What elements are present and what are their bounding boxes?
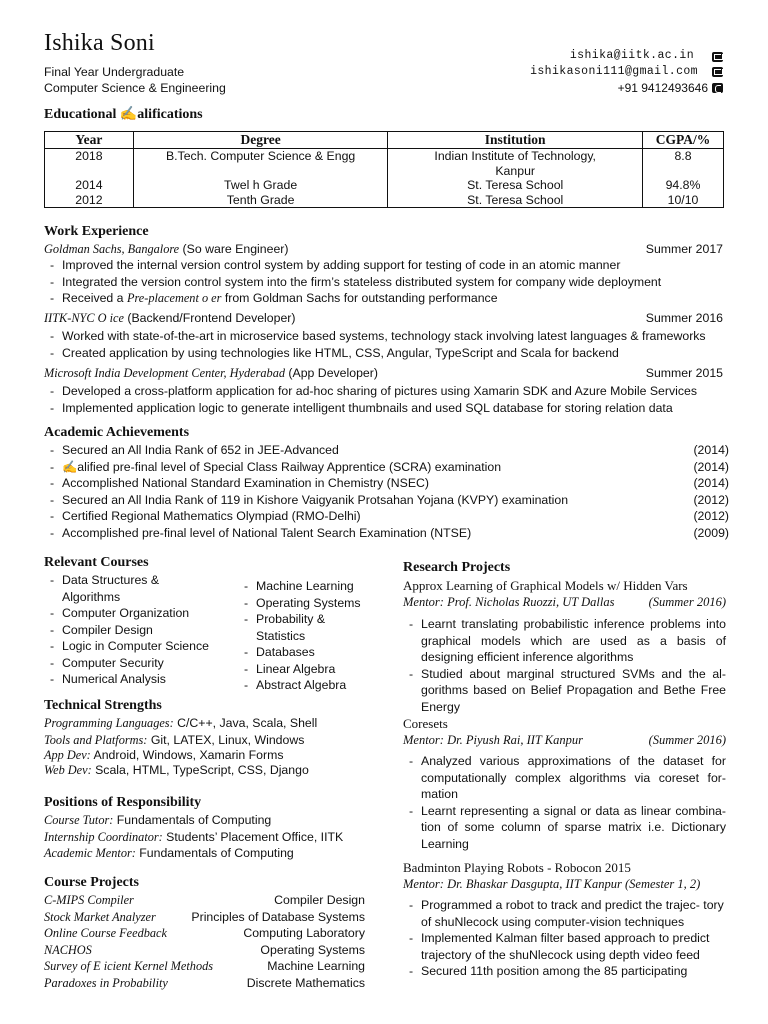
list-item bbox=[44, 475, 729, 492]
course-projects-heading: Course Projects bbox=[44, 875, 139, 890]
research-date: (Summer 2016) bbox=[648, 733, 726, 747]
course-project-row bbox=[44, 909, 365, 926]
achievement-year: (2009) bbox=[693, 525, 729, 540]
job-role: (App Developer) bbox=[285, 366, 378, 380]
tech-row bbox=[44, 715, 317, 732]
table-row bbox=[45, 193, 724, 208]
tech-key: Programming Languages: bbox=[44, 716, 174, 730]
list-item: - Numerical Analysis bbox=[44, 671, 229, 688]
course-project-row bbox=[44, 925, 365, 942]
achievement-text: - Accomplished National Standard Examination in Chemistry (NSEC) bbox=[62, 476, 430, 490]
positions-list bbox=[44, 812, 343, 862]
tech-value: Android, Windows, Xamarin Forms bbox=[90, 748, 284, 762]
job-org: IITK-NYC O ice bbox=[44, 311, 124, 325]
list-item: - Linear Algebra bbox=[238, 661, 378, 678]
research-bullets bbox=[403, 753, 726, 852]
list-item: - Databases bbox=[238, 644, 378, 661]
course-project-row bbox=[44, 942, 365, 959]
research-mentor-row bbox=[403, 594, 726, 610]
column-header: Year bbox=[45, 132, 134, 149]
research-mentor: Mentor: Dr. Piyush Rai, IIT Kanpur bbox=[403, 733, 583, 747]
list-item: - Computer Organization bbox=[44, 605, 229, 622]
project-course: Compiler Design bbox=[274, 893, 365, 907]
list-item: - Compiler Design bbox=[44, 622, 229, 639]
table-row bbox=[45, 178, 724, 193]
table-cell: Indian Institute of Technology, Kanpur bbox=[388, 149, 643, 179]
job-bullets bbox=[44, 383, 744, 416]
bullet-emphasis: Pre-placement o er bbox=[126, 291, 222, 305]
job-header bbox=[44, 366, 723, 381]
position-row bbox=[44, 845, 343, 862]
tech-row bbox=[44, 748, 317, 762]
project-course: Discrete Mathematics bbox=[246, 975, 365, 990]
list-item: - Learnt representing a signal or data as linear combina- tion of some column of sparse matrix i.e. Dictionary Learning bbox=[403, 803, 726, 853]
list-item: - Worked with state-of-the-art in microservice based systems, technology stack involving latest languages & frameworks bbox=[44, 328, 744, 345]
column-header: Institution bbox=[388, 132, 643, 149]
table-cell: 2018 bbox=[45, 149, 134, 179]
research-project bbox=[403, 578, 726, 715]
subtitle-year: Final Year Undergraduate bbox=[44, 65, 185, 79]
table-cell: Twel h Grade bbox=[133, 178, 388, 193]
positions-heading: Positions of Responsibility bbox=[44, 795, 202, 810]
work-heading: Work Experience bbox=[44, 224, 149, 239]
job-date: Summer 2016 bbox=[645, 311, 723, 325]
table-cell: B.Tech. Computer Science & Engg bbox=[133, 149, 388, 179]
table-cell: St. Teresa School bbox=[388, 193, 643, 208]
technical-list bbox=[44, 715, 317, 779]
contact-phone[interactable] bbox=[618, 81, 723, 95]
course-project-row bbox=[44, 892, 365, 909]
table-cell: Tenth Grade bbox=[133, 193, 388, 208]
table-cell: 2014 bbox=[45, 178, 134, 193]
project-course: Machine Learning bbox=[267, 959, 365, 973]
course-project-row bbox=[44, 958, 365, 975]
research-heading: Research Projects bbox=[403, 560, 511, 575]
research-bullets bbox=[403, 616, 726, 715]
research-title: Approx Learning of Graphical Models w/ Hidden Vars bbox=[403, 578, 688, 593]
project-course: Operating Systems bbox=[260, 942, 365, 957]
table-cell: 94.8% bbox=[643, 178, 724, 193]
list-item: - Programmed a robot to track and predict the trajec- tory of shuNlecock using computer-vision techniques bbox=[403, 897, 726, 930]
table-cell: 2012 bbox=[45, 193, 134, 208]
course-project-row bbox=[44, 975, 365, 992]
education-heading: Educational ✍alifications bbox=[44, 107, 203, 122]
technical-heading: Technical Strengths bbox=[44, 698, 162, 713]
list-item bbox=[44, 508, 729, 525]
job-bullets bbox=[44, 257, 734, 307]
list-item: - Abstract Algebra bbox=[238, 677, 378, 694]
achievement-text: - Secured an All India Rank of 652 in JEE-Advanced bbox=[62, 443, 339, 457]
position-value: Fundamentals of Computing bbox=[113, 813, 272, 827]
list-item: - Integrated the version control system into the firm’s stateless distributed system for company wide deployment bbox=[44, 274, 734, 291]
list-item: - Data Structures & Algorithms bbox=[44, 572, 184, 605]
position-key: Course Tutor: bbox=[44, 813, 114, 827]
job-role: (Backend/Frontend Developer) bbox=[123, 311, 296, 325]
job-date: Summer 2015 bbox=[645, 366, 723, 380]
achievement-list bbox=[44, 442, 729, 541]
research-title: Badminton Playing Robots - Robocon 2015 bbox=[403, 860, 631, 875]
list-item: - Implemented application logic to generate intelligent thumbnails and used SQL database for storing relation data bbox=[44, 400, 744, 417]
project-course: Principles of Database Systems bbox=[191, 909, 365, 924]
tech-value: Git, LATEX, Linux, Windows bbox=[147, 732, 305, 747]
mail-icon bbox=[712, 67, 723, 77]
column-header: CGPA/% bbox=[643, 132, 724, 149]
list-item bbox=[44, 492, 729, 509]
list-item bbox=[44, 525, 729, 542]
list-item bbox=[44, 442, 729, 459]
list-item: - Studied about marginal structured SVMs and the al- gorithms based on Belief Propagation and Bethe Free Energy bbox=[403, 666, 726, 716]
list-item: - Secured 11th position among the 85 participating bbox=[403, 963, 726, 980]
research-bullets bbox=[403, 897, 726, 980]
subtitle-dept: Computer Science & Engineering bbox=[44, 81, 226, 95]
candidate-name: Ishika Soni bbox=[44, 30, 155, 56]
list-item: - Logic in Computer Science bbox=[44, 638, 229, 655]
position-key: Internship Coordinator: bbox=[44, 829, 163, 844]
tech-key: Tools and Platforms: bbox=[44, 732, 148, 747]
list-item: - Created application by using technologies like HTML, CSS, Angular, TypeScript and Scala for backend bbox=[44, 345, 744, 362]
research-project bbox=[403, 716, 726, 852]
position-value: Fundamentals of Computing bbox=[135, 846, 294, 860]
project-name: Stock Market Analyzer bbox=[44, 909, 156, 924]
job-bullets bbox=[44, 328, 744, 361]
position-key: Academic Mentor: bbox=[44, 846, 136, 860]
table-cell: 10/10 bbox=[643, 193, 724, 208]
job-org: Microsoft India Development Center, Hyderabad bbox=[44, 366, 285, 380]
list-item bbox=[44, 459, 729, 476]
list-item: - Improved the internal version control system by adding support for testing of code in an atomic manner bbox=[44, 257, 734, 274]
list-item: - Probability & Statistics bbox=[238, 611, 348, 644]
courses-col1 bbox=[44, 572, 229, 688]
education-table bbox=[44, 131, 724, 208]
tech-row bbox=[44, 762, 317, 779]
list-item: - Learnt translating probabilistic inference problems into graphical models which are used as a basis of designing efficient inference algorithms bbox=[403, 616, 726, 666]
position-value: Students’ Placement Office, IITK bbox=[162, 829, 344, 844]
tech-value: C/C++, Java, Scala, Shell bbox=[173, 716, 318, 730]
list-item: - Machine Learning bbox=[238, 578, 378, 595]
research-project bbox=[403, 860, 726, 980]
research-title: Coresets bbox=[403, 716, 448, 731]
achievement-year: (2014) bbox=[693, 459, 729, 474]
table-cell: 8.8 bbox=[643, 149, 724, 179]
achievement-year: (2012) bbox=[693, 509, 729, 523]
achievement-year: (2014) bbox=[693, 476, 729, 490]
contact-email-1[interactable] bbox=[570, 48, 723, 62]
table-cell: St. Teresa School bbox=[388, 178, 643, 193]
table-row bbox=[45, 149, 724, 179]
list-item: - Implemented Kalman filter based approach to predict trajectory of the shuNlecock using depth video feed bbox=[403, 930, 726, 963]
achievement-year: (2014) bbox=[693, 443, 729, 457]
research-date: (Summer 2016) bbox=[648, 595, 726, 609]
email-secondary[interactable]: ishikasoni111@gmail.com bbox=[530, 65, 698, 78]
project-name: Survey of E icient Kernel Methods bbox=[44, 959, 214, 973]
tech-row bbox=[44, 732, 317, 749]
achievements-heading: Academic Achievements bbox=[44, 425, 190, 440]
position-row bbox=[44, 812, 343, 829]
job-org: Goldman Sachs, Bangalore bbox=[44, 242, 180, 256]
phone-icon bbox=[712, 83, 723, 93]
project-name: NACHOS bbox=[44, 942, 92, 957]
email-primary[interactable]: ishika@iitk.ac.in bbox=[569, 48, 694, 62]
mail-icon bbox=[712, 52, 723, 62]
achievement-text: - Secured an All India Rank of 119 in Kishore Vaigyanik Protsahan Yojana (KVPY) examination bbox=[62, 492, 569, 507]
list-item: - Computer Security bbox=[44, 655, 229, 672]
job-date: Summer 2017 bbox=[645, 242, 723, 256]
research-mentor: Mentor: Dr. Bhaskar Dasgupta, IIT Kanpur (Semester 1, 2) bbox=[403, 877, 701, 891]
research-mentor-row bbox=[403, 732, 726, 748]
tech-key: App Dev: bbox=[44, 748, 91, 762]
achievement-text: - ✍alified pre-final level of Special Class Railway Apprentice (SCRA) examination bbox=[62, 459, 502, 474]
project-course: Computing Laboratory bbox=[243, 926, 365, 940]
tech-value: Scala, HTML, TypeScript, CSS, Django bbox=[91, 763, 309, 777]
achievement-year: (2012) bbox=[693, 492, 729, 507]
achievement-text: - Accomplished pre-final level of National Talent Search Examination (NTSE) bbox=[62, 525, 472, 540]
achievement-text: - Certified Regional Mathematics Olympiad (RMO-Delhi) bbox=[62, 509, 361, 523]
position-row bbox=[44, 829, 343, 846]
list-item: - Developed a cross-platform application for ad-hoc sharing of pictures using Xamarin SDK and Azure Mobile Services bbox=[44, 383, 744, 400]
research-mentor-row bbox=[403, 876, 726, 892]
courses-col2 bbox=[238, 578, 378, 694]
list-item: - Analyzed various approximations of the dataset for computationally complex algorithms via coreset for- mation bbox=[403, 753, 726, 803]
job-header bbox=[44, 242, 723, 257]
job-role: (So ware Engineer) bbox=[179, 242, 289, 256]
project-name: Paradoxes in Probability bbox=[44, 975, 168, 990]
job-header bbox=[44, 311, 723, 326]
project-name: Online Course Feedback bbox=[44, 926, 167, 940]
phone-number[interactable]: +91 9412493646 bbox=[617, 81, 708, 95]
course-projects-list bbox=[44, 892, 365, 991]
column-header: Degree bbox=[133, 132, 388, 149]
bullet-text: from Goldman Sachs for outstanding performance bbox=[221, 291, 498, 305]
contact-email-2[interactable] bbox=[530, 65, 723, 78]
project-name: C-MIPS Compiler bbox=[44, 893, 134, 907]
courses-heading: Relevant Courses bbox=[44, 555, 149, 570]
list-item: - Operating Systems bbox=[238, 595, 378, 612]
bullet-text: Received a bbox=[62, 291, 127, 305]
list-item bbox=[44, 290, 734, 307]
tech-key: Web Dev: bbox=[44, 763, 92, 777]
research-mentor: Mentor: Prof. Nicholas Ruozzi, UT Dallas bbox=[403, 595, 615, 609]
